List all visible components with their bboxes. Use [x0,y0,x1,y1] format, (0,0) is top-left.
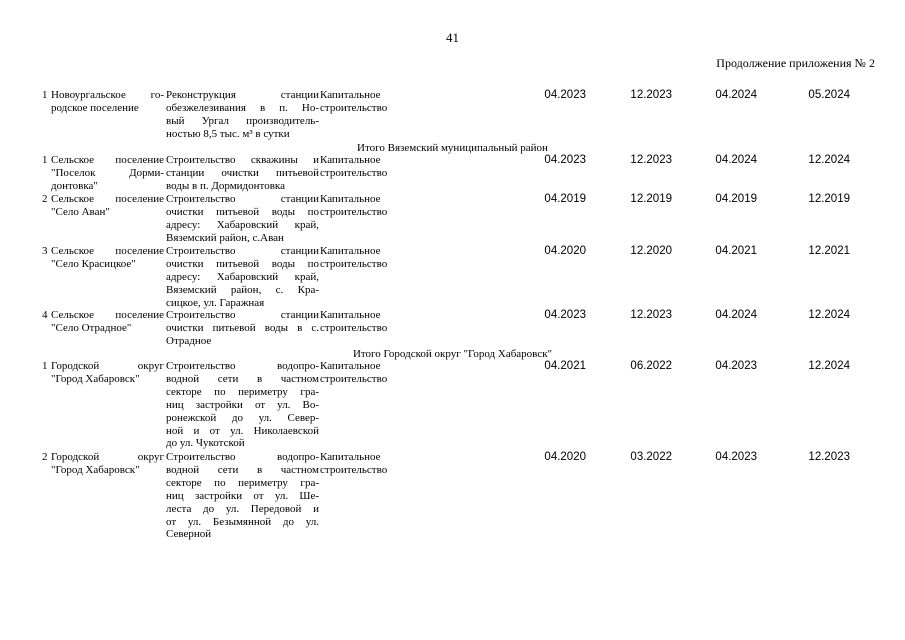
date-cell: 04.2019 [544,193,586,205]
text-line: адресу: Хабаровский край, [166,218,319,231]
date-cell: 12.2021 [808,245,850,257]
row-number: 2 [42,451,48,463]
text-line: "Поселок Дорми- [51,166,164,179]
date-cell: 06.2022 [630,360,672,372]
text-line: Новоургальское го- [51,89,164,101]
date-cell: 04.2023 [544,154,586,166]
municipality-cell [51,245,164,271]
text-line: строительство [320,463,388,476]
text-line: Капитальное [320,451,381,463]
date-cell: 12.2024 [808,360,850,372]
construction-type-cell [320,360,420,386]
text-line: Сельское поселение [51,193,164,205]
text-line: Городской округ [51,360,164,372]
text-line: Строительство станции [166,245,319,257]
text-line: Строительство скважины и [166,154,319,166]
text-line: Строительство водопро- [166,360,319,372]
date-cell: 04.2024 [715,309,757,321]
text-line: воды в п. Дормидонтовка [166,179,285,192]
page-number: 41 [446,30,459,45]
row-number: 4 [42,309,48,321]
text-line: строительство [320,321,388,334]
municipality-cell [51,309,164,335]
text-line: секторе по периметру гра- [166,476,319,489]
text-line: Отрадное [166,334,212,347]
date-cell: 04.2023 [715,451,757,463]
date-cell: 12.2024 [808,309,850,321]
date-cell: 04.2021 [715,245,757,257]
construction-type-cell [320,154,420,180]
date-cell: 12.2020 [630,245,672,257]
text-line: Капитальное [320,193,381,205]
date-cell: 04.2019 [715,193,757,205]
row-number: 1 [42,89,48,101]
text-line: от ул. Безымянной до ул. [166,515,319,528]
text-line: строительство [320,166,388,179]
date-cell: 03.2022 [630,451,672,463]
text-line: секторе по периметру гра- [166,385,319,398]
text-line: строительство [320,257,388,270]
object-cell [166,309,319,348]
municipality-cell [51,154,164,193]
municipality-cell [51,89,164,115]
text-line: сицкое, ул. Гаражная [166,296,265,309]
text-line: ниц застройки от ул. Ше- [166,489,319,502]
construction-type-cell [320,309,420,335]
text-line: Капитальное [320,154,381,166]
date-cell: 04.2020 [544,451,586,463]
text-line: ронежской до ул. Север- [166,411,319,424]
text-line: строительство [320,101,388,114]
municipality-cell [51,451,164,477]
text-line: Капитальное [320,89,381,101]
text-line: станции очистки питьевой [166,166,319,179]
municipality-cell [51,360,164,386]
text-line: очистки питьевой воды по [166,205,319,218]
date-cell: 04.2021 [544,360,586,372]
construction-type-cell [320,451,420,477]
object-cell [166,245,319,310]
text-line: строительство [320,205,388,218]
text-line: Строительство станции [166,193,319,205]
text-line: ной и от ул. Николаевской [166,424,319,437]
row-number: 3 [42,245,48,257]
continuation-label: Продолжение приложения № 2 [716,56,875,70]
text-line: Реконструкция станции [166,89,319,101]
row-number: 2 [42,193,48,205]
row-number: 1 [42,154,48,166]
construction-type-cell [320,89,420,115]
text-line: водной сети в частном [166,372,319,385]
text-line: Сельское поселение [51,154,164,166]
text-line: родское поселение [51,101,139,114]
date-cell: 12.2024 [808,154,850,166]
object-cell [166,193,319,245]
text-line: леста до ул. Передовой и [166,502,319,515]
text-line: "Село Красицкое" [51,257,136,270]
text-line: Сельское поселение [51,309,164,321]
text-line: Городской округ [51,451,164,463]
text-line: очистки питьевой воды в с. [166,321,319,334]
object-cell [166,360,319,450]
subtotal-khabarovsk: Итого Городской округ "Город Хабаровск" [352,348,553,360]
date-cell: 04.2020 [544,245,586,257]
text-line: Вяземский район, с. Кра- [166,283,319,296]
text-line: Капитальное [320,309,381,321]
object-cell [166,89,319,141]
date-cell: 12.2019 [630,193,672,205]
text-line: ностью 8,5 тыс. м³ в сутки [166,127,290,140]
text-line: вый Ургал производитель- [166,114,319,127]
date-cell: 04.2024 [715,154,757,166]
text-line: "Село Аван" [51,205,110,218]
date-cell: 05.2024 [808,89,850,101]
text-line: Сельское поселение [51,245,164,257]
text-line: ниц застройки от ул. Во- [166,398,319,411]
date-cell: 12.2023 [630,309,672,321]
text-line: Строительство станции [166,309,319,321]
text-line: Северной [166,528,212,541]
date-cell: 12.2019 [808,193,850,205]
text-line: до ул. Чукотской [166,437,245,450]
date-cell: 12.2023 [630,154,672,166]
row-number: 1 [42,360,48,372]
date-cell: 04.2024 [715,89,757,101]
text-line: обезжелезивания в п. Но- [166,101,319,114]
text-line: строительство [320,372,388,385]
date-cell: 04.2023 [715,360,757,372]
text-line: Строительство водопро- [166,451,319,463]
date-cell: 04.2023 [544,309,586,321]
construction-type-cell [320,193,420,219]
text-line: "Город Хабаровск" [51,463,140,476]
text-line: Капитальное [320,245,381,257]
text-line: Капитальное [320,360,381,372]
text-line: Вяземский район, с.Аван [166,231,284,244]
object-cell [166,451,319,541]
text-line: очистки питьевой воды по [166,257,319,270]
object-cell [166,154,319,193]
text-line: донтовка" [51,179,98,192]
subtotal-vyazemsky: Итого Вяземский муниципальный район [357,142,548,154]
text-line: "Город Хабаровск" [51,372,140,385]
text-line: адресу: Хабаровский край, [166,270,319,283]
date-cell: 12.2023 [630,89,672,101]
date-cell: 12.2023 [808,451,850,463]
municipality-cell [51,193,164,219]
date-cell: 04.2023 [544,89,586,101]
text-line: водной сети в частном [166,463,319,476]
text-line: "Село Отрадное" [51,321,132,334]
construction-type-cell [320,245,420,271]
